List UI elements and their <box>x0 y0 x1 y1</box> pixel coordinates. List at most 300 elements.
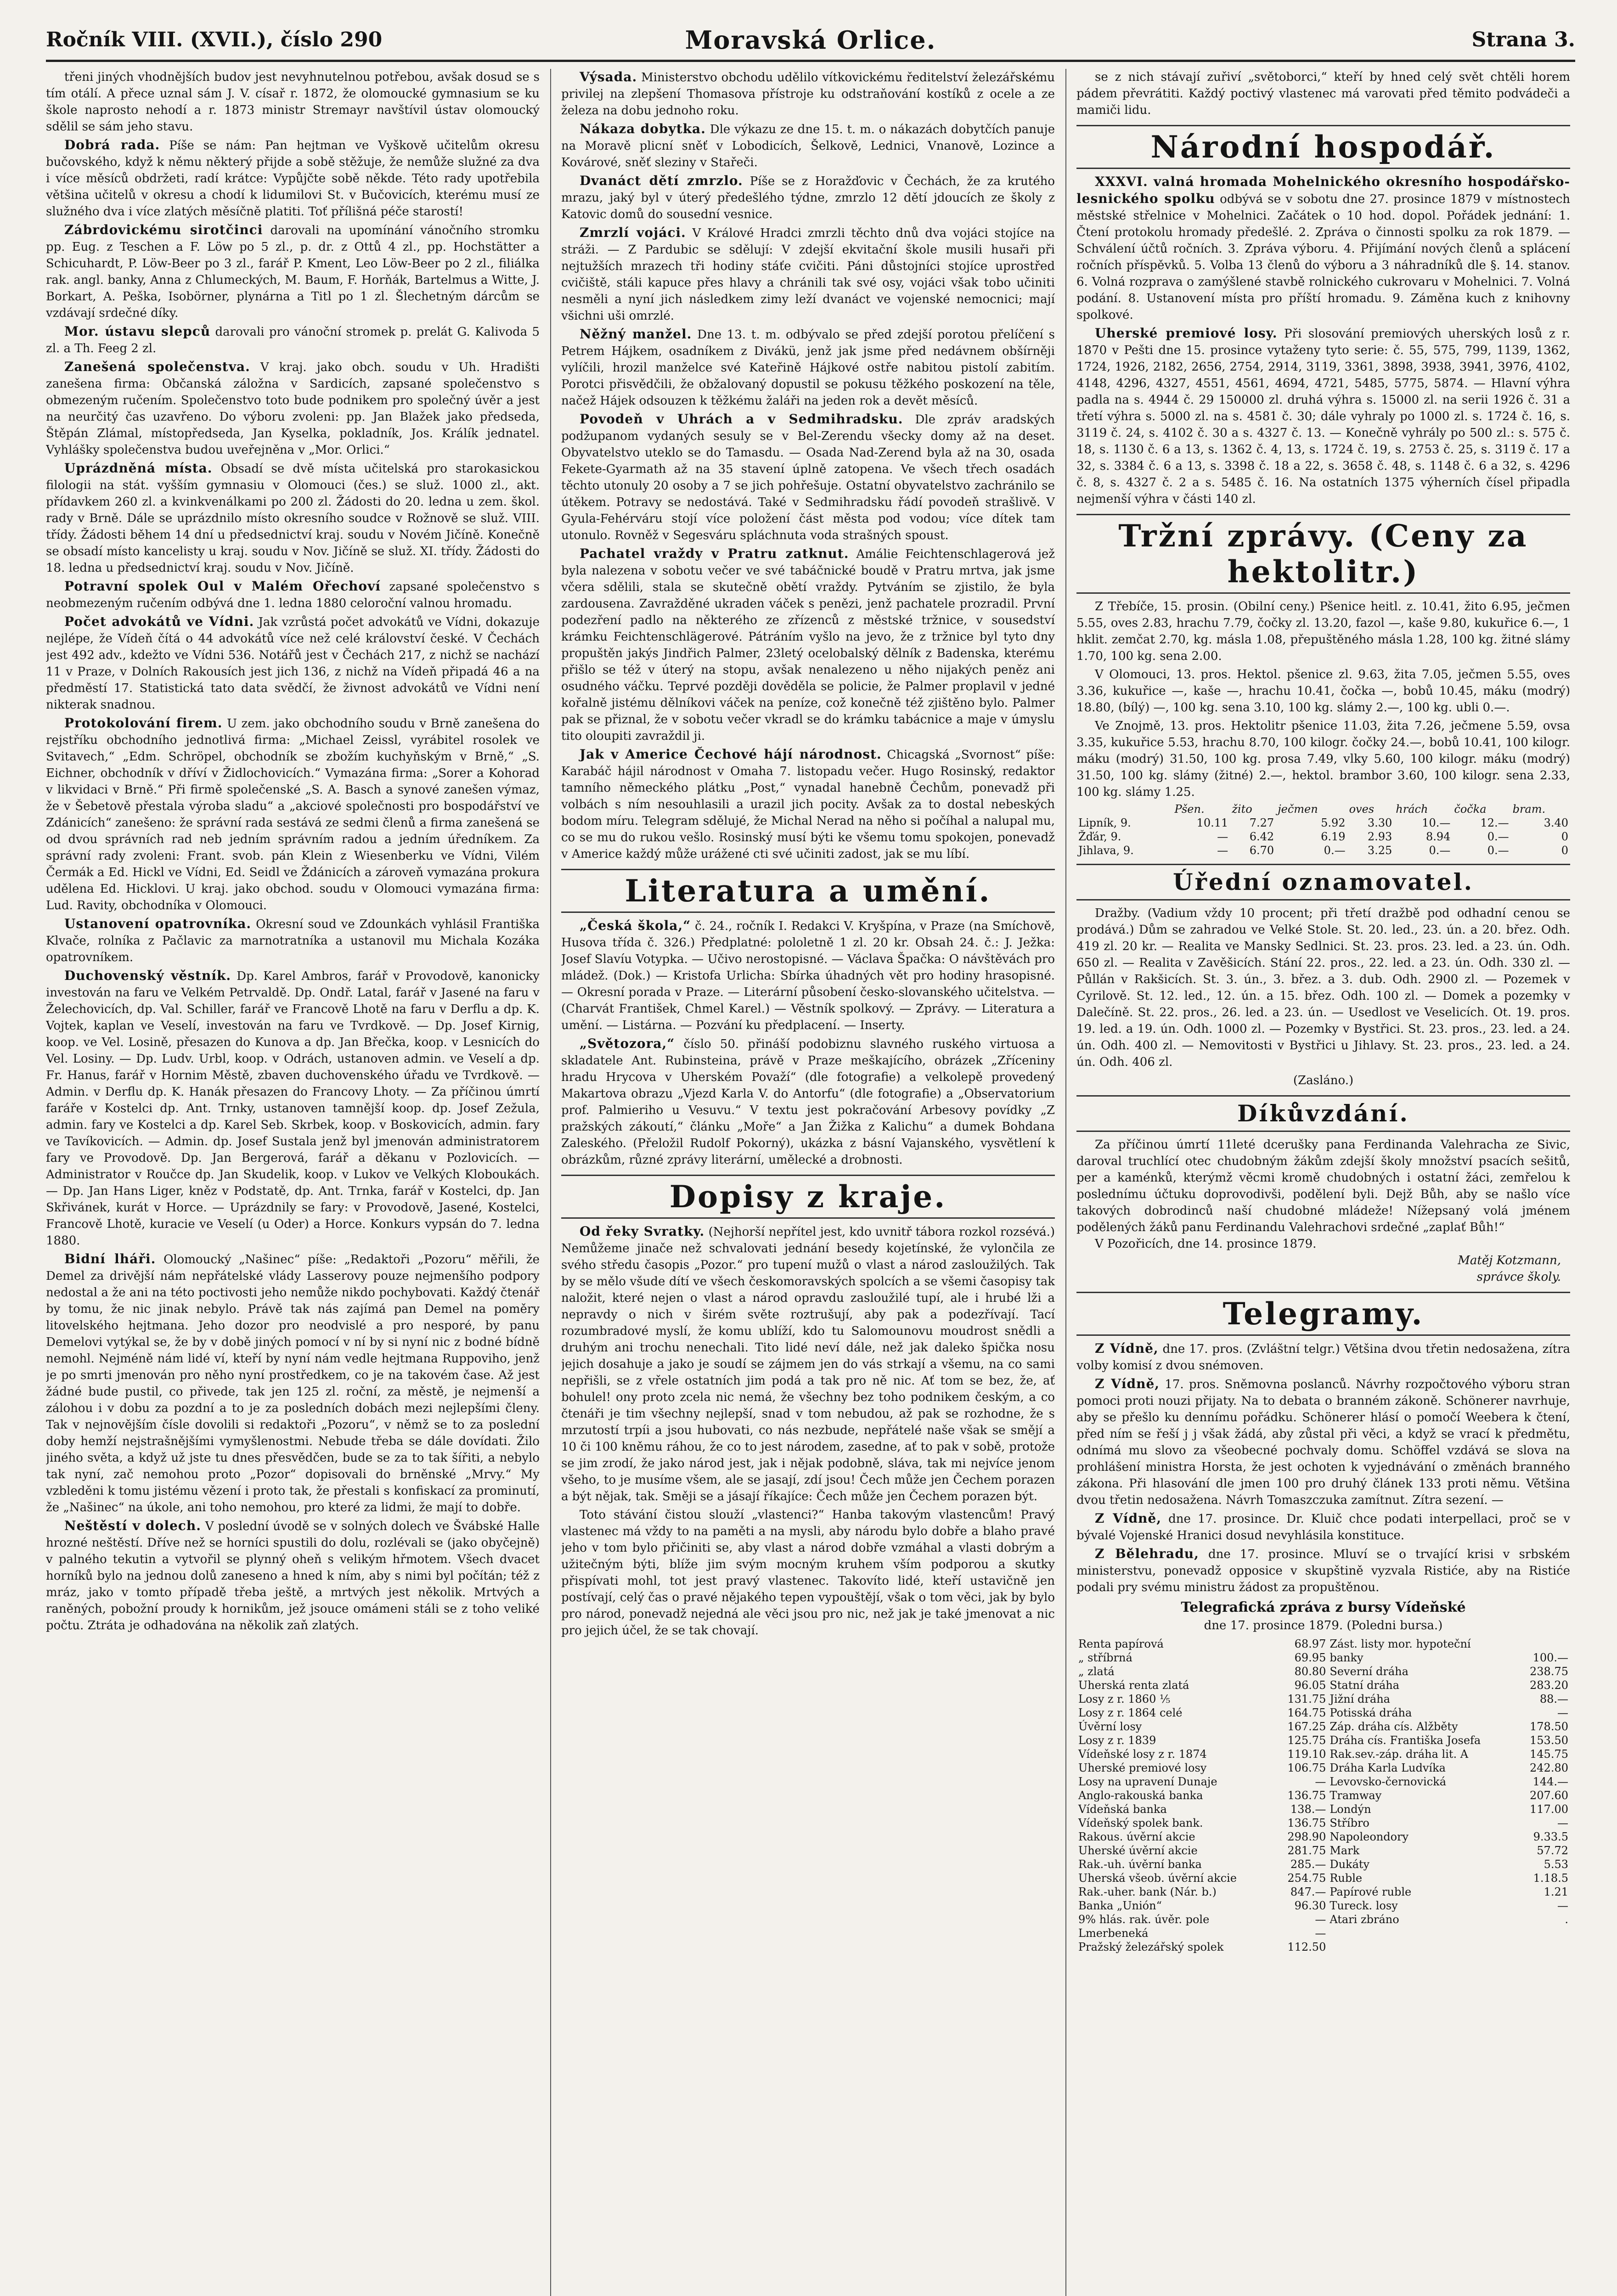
article-body: Dne 13. t. m. odbývalo se před zdejší porotou přelíčení s Petrem Hájkem, osadníkem z Divákü, jenž jak jsme před nedávnem obšírněji vylíčili, hrozil manželce své Kateřině Hájkové ostře nabitou pistolí zabitím. Porotci přisvědčili, že obžalovaný dopustil se pokusu těžkého poskození na těle, načež Hájek odsouzen k těžkému žaláři na jeden rok a devět měsíců. <box>561 328 1055 408</box>
market-cell: 3.30 <box>1367 816 1392 829</box>
bourse-item-name: Jižní dráha <box>1330 1693 1390 1705</box>
bourse-item-value: 138.— <box>1290 1803 1326 1816</box>
bourse-item-value: . <box>1565 1913 1568 1926</box>
official-notice <box>1076 905 1570 1070</box>
column-2 <box>561 69 1055 2296</box>
bourse-item-name: „ zlatá <box>1078 1665 1115 1678</box>
bourse-item-name: 9% hlás. rak. úvěr. pole <box>1078 1913 1210 1926</box>
article-paragraph <box>46 222 540 321</box>
bourse-item-value: 281.75 <box>1287 1844 1326 1857</box>
article <box>46 460 540 576</box>
bourse-item-value: 298.90 <box>1287 1830 1326 1843</box>
market-column-header: čočka <box>1454 803 1487 816</box>
article-paragraph <box>561 1507 1055 1639</box>
bourse-item-value: 242.80 <box>1530 1761 1568 1774</box>
market-cell: Jihlava, 9. <box>1078 844 1134 857</box>
market-cell: 0.— <box>1429 844 1451 857</box>
bourse-subtitle: dne 17. prosince 1879. (Poledni bursa.) <box>1204 1619 1443 1632</box>
telegram-text: dne 17. prosince. Mluví se o trvající krisi v srbském ministerstvu, ponevadž opposice v skupštině vyzvala Ristiće, aby na Ristiće podali pry svému ministru žádost za propuštěnou. <box>1076 1548 1570 1594</box>
article <box>1076 325 1570 507</box>
bourse-item-name: Severní dráha <box>1330 1665 1409 1678</box>
market-cell: Žďár, 9. <box>1078 830 1121 843</box>
market-cell: 6.70 <box>1249 844 1274 857</box>
article-paragraph <box>46 1251 540 1516</box>
market-cell: 10.11 <box>1196 816 1228 829</box>
article-body: U zem. jako obchodního soudu v Brně zanešena do rejstříku obchodního jednotlivá firma: „Michael Zeissl, vyrábitel rosolek ve Svitavech,“ „Edm. Schröpel, obchodník se zbožím kuchyňským v Brně,“ „S. Eichner, obchodník v dříví v Židlochovicích.“ Vymazána firma: „Sorer a Kohorad v likvidaci v Brně.“ Při firmě společenské „S. A. Basch a synové zanešen výmaz, že v Šebetově přestala výroba sladu“ a „akciové společnosti pro bospodářství ve Zdánicích“ zanešeno: že správní rada sestává ze sedmi členů a firma zanešená se od dvou správních rad neb jedním správním radou a jedním úředníkem. Za správní rady zvoleni: Frant. svob. pán Klein z Wiesenberku ve Vídni, Vilém Čermák a Ed. Hickl ve Vídni, Ed. Seidl ve Ždánicích a zároveň vymazána prokura udělena Ed. Hicklovi. U kraj. jako obchod. soudu v Olomouci vymazána firma: Lud. Ravity, obchodníka v Olomouci. <box>46 717 540 912</box>
bourse-item-name: „ stříbrná <box>1078 1651 1132 1664</box>
bourse-row <box>1076 1651 1570 1665</box>
bourse-table-body <box>1076 1637 1570 1954</box>
article-body: V Králové Hradci zmrzli těchto dnů dva vojáci stojíce na stráži. — Z Pardubic se sdělují: V zdejší ekvitační škole musili husaři při nejtužších mrazech tři hodiny stáťe cvičiti. Páni důstojníci stojíce uprostřed cvičiště, stáli kapuce přes hlavy a chránili tak své osy, vojáci však tobo učiniti nesměli a nyní jich následkem zimy leží dvanáct ve vojenské nemocnici; mají všichni uši omrzlé. <box>561 226 1055 323</box>
article-paragraph <box>561 746 1055 862</box>
article <box>46 715 540 914</box>
bourse-table <box>1076 1637 1570 1954</box>
bourse-item-value: 178.50 <box>1530 1720 1568 1733</box>
article-paragraph <box>46 1518 540 1634</box>
bourse-item-value: 238.75 <box>1530 1665 1568 1678</box>
article-body: zapsané společenstvo s neobmezeným ručením odbývá dne 1. ledna 1880 celoroční valnou hromadu. <box>46 580 540 610</box>
market-row <box>1076 844 1570 857</box>
market-price-table <box>1076 802 1570 857</box>
section-title: Národní hospodář. <box>1076 125 1570 169</box>
bourse-item-value: 145.75 <box>1530 1748 1568 1761</box>
article <box>46 1251 540 1516</box>
market-section-title: Tržní zprávy. (Ceny za hektolitr.) <box>1076 514 1570 594</box>
bourse-item-value: 112.50 <box>1287 1941 1326 1953</box>
bourse-item-name: Zást. listy mor. hypoteční <box>1330 1638 1471 1650</box>
bourse-item-value: — <box>1315 1927 1326 1940</box>
bourse-item-name: Pražský železářský spolek <box>1078 1941 1224 1953</box>
market-cell: Lipník, 9. <box>1078 816 1131 829</box>
bourse-row <box>1076 1816 1570 1830</box>
article-title: Neštěstí v dolech. <box>64 1518 201 1533</box>
bourse-item-value: 167.25 <box>1287 1720 1326 1733</box>
article-title: Potravní spolek Oul v Malém Ořechoví <box>64 579 381 594</box>
article-title: „Česká škola,“ <box>580 918 691 933</box>
bourse-item-value: 847.— <box>1290 1885 1326 1898</box>
article <box>46 323 540 357</box>
market-report <box>1076 718 1570 800</box>
bourse-item-value: 117.00 <box>1530 1803 1568 1816</box>
issue-info: Ročník VIII. (XVII.), číslo 290 <box>46 28 383 51</box>
bourse-row <box>1076 1830 1570 1844</box>
bourse-item-name: Rak.-uh. úvěrní banka <box>1078 1858 1202 1871</box>
market-column-header <box>1076 802 1172 816</box>
official-section-title: Úřední oznamovatel. <box>1076 864 1570 900</box>
market-report <box>1076 666 1570 716</box>
article-paragraph <box>561 1035 1055 1168</box>
bourse-item-name: Ruble <box>1330 1872 1363 1885</box>
bourse-row <box>1076 1802 1570 1816</box>
article-title: Mor. ústavu slepců <box>64 324 211 339</box>
article-title: Uprázdněná místa. <box>64 461 213 476</box>
article <box>46 613 540 713</box>
bourse-item-name: Uherské premiové losy <box>1078 1761 1207 1774</box>
bourse-item-value: 96.05 <box>1294 1679 1326 1692</box>
bourse-item-name: Mark <box>1330 1844 1360 1857</box>
article-title: Bidní lháři. <box>64 1251 156 1266</box>
article-body: třeni jiných vhodnějších budov jest nevyhnutelnou potřebou, avšak dosud se s tím otálí. A přece uznal sám J. V. císař r. 1872, že olomoucké gymnasium se ku škole naprosto nehodí a r. 1873 ministr Stremayr navštívil ústav olomoucký sdělil se sám jeho stavu. <box>46 70 540 134</box>
article-body: Dle výkazu ze dne 15. t. m. o nákazách dobytčích panuje na Moravě plicní sněť v Lobodicích, Šelkově, Lednici, Vnanově, Lozince a Kovárové, sněť sleziny v Stařeči. <box>561 123 1055 169</box>
bourse-item-value: 80.80 <box>1294 1665 1326 1678</box>
bourse-item-value <box>1518 1637 1570 1651</box>
article <box>561 121 1055 171</box>
article-paragraph <box>561 1223 1055 1505</box>
bourse-item-value: 207.60 <box>1530 1789 1568 1802</box>
article-paragraph <box>1076 325 1570 507</box>
bourse-item-name: Banka „Unión“ <box>1078 1899 1162 1912</box>
telegram-item <box>1076 1510 1570 1544</box>
bourse-item-name: Renta papírová <box>1078 1638 1164 1650</box>
market-cell: 0.— <box>1324 844 1346 857</box>
market-cell: 2.93 <box>1367 830 1392 843</box>
telegram-place: Z Vídně, <box>1095 1376 1160 1391</box>
bourse-item-name: Potisská dráha <box>1330 1706 1412 1719</box>
bourse-empty-cell <box>1328 1926 1518 1940</box>
bourse-item-value: 283.20 <box>1530 1679 1568 1692</box>
telegram-item <box>1076 1340 1570 1374</box>
article <box>561 69 1055 119</box>
bourse-item-value: 106.75 <box>1287 1761 1326 1774</box>
bourse-item-name: Statní dráha <box>1330 1679 1400 1692</box>
bourse-item-value: 68.97 <box>1294 1638 1326 1650</box>
thanks-text: Za příčinou úmrtí 11leté dcerušky pana Ferdinanda Valehracha ze Sivic, daroval truchlící otec chudobným žákům zdejší školy množství psacích sešitů, per a kaménků, kterýmž věcmi kromě chudobných i ostatní žáci, zemřelou k poslednímu účtuku doprovodivši, podělení byli. Dejž Bůh, aby se našlo více takových dobrodinců naší chudobné mládeže! Nížepsaný volá jménem podělených žáků panu Ferdinandu Valehrachovi srdečné „zaplať Bůh!“ <box>1076 1138 1570 1234</box>
telegram-paragraph <box>1076 1546 1570 1596</box>
article <box>561 746 1055 862</box>
bourse-item-name: Rak.sev.-záp. dráha lit. A <box>1330 1748 1469 1761</box>
article-body: Chicagská „Svornost“ píše: Karabáč hájil národnost v Omaha 7. listopadu večer. Hugo Rosinský, redaktor tamního německého plátku „Post,“ vynadal hanebně Čechům, ponevadž při volbách s ním nesouhlasili a urazil jich pocity. Avšak za to dostal nebeských bodom míru. Telegram sdělujé, že Michal Nerad na něho si počíhal a nalupal mu, co se mu do rukou vešlo. Rosinský musí býti ke všemu tomu spokojen, ponevadž v Americe každý může urážené cti své učiniti zadost, jak se mu líbí. <box>561 748 1055 861</box>
market-report-text: V Olomouci, 13. pros. Hektol. pšenice zl. 9.63, žita 7.05, ječmen 5.55, oves 3.36, kukuřice —, kaše —, hrachu 10.41, čočka —, bobů 10.45, máku (modrý) 18.80, (bílý) —, 100 kg. sena 3.10, 100 kg. slámy 2.—, 100 kg. ubli 0.—. <box>1076 668 1570 715</box>
bourse-row <box>1076 1665 1570 1678</box>
column-rule <box>1065 69 1066 2296</box>
bourse-item-name: Atari zbráno <box>1330 1913 1399 1926</box>
bourse-row <box>1076 1885 1570 1899</box>
article-body: Toto stávání čistou slouží „vlastenci?“ Hanba takovým vlastencům! Pravý vlastenec má vždy to na paměti a na mysli, aby národu bylo dobře a blaho pravé jeho v tom bylo přičiniti se, aby vlast a národ dobře vzmáhal a vlasti dobrým a užitečným býti, blíže jim svým mocným kruhem vším podporou a skutky přispívati mohl, tot jest pravý vlastenec. Takovíto lidé, kteří ustavičně jen postívají, celý čas o pravé nějakého tepen vypouštějí, však o tom věci, jak by bylo pro národ, ponevadž nejedná ale věci jsou pro nic, než jak je také jmenovat a nic pro jejich účel, že se tak chovají. <box>561 1508 1055 1638</box>
bourse-row <box>1076 1789 1570 1802</box>
market-cell: 6.42 <box>1249 830 1274 843</box>
article-paragraph <box>561 173 1055 223</box>
article-paragraph <box>561 121 1055 171</box>
article-body: V poslední úvodě se v solných dolech ve Švábské Halle hrozné neštěstí. Dříve než se horníci spustili do dolu, rozlévali se (jako obyčejně) v palného tekutin a vytvořil se plynný oheň s velikým hřmotem. Všech dvacet horníků bylo na jednou dolů zaneseno a hned k ním, aby s nimi byl počítán; též z mráz, jako v tomto případě třeba ještě, a mrtvých jest několik. Mrtvých a raněných, pobožní proudy k hornikům, jež jsouce omámeni stáli se z toho veliké počtu. Ztráta je odhadována na několik zaň zlatých. <box>46 1519 540 1632</box>
telegram-place: Z Vídně, <box>1095 1511 1161 1526</box>
market-table-header <box>1076 802 1570 816</box>
bourse-item-name: Záp. dráha cís. Alžběty <box>1330 1720 1458 1733</box>
article-title: Zanešená společenstva. <box>64 359 250 374</box>
market-report-text: Z Třebíče, 15. prosin. (Obilní ceny.) Pšenice heitl. z. 10.41, žito 6.95, ječmen 5.55, oves 2.83, hrachu 7.79, čočky zl. 13.20, fazol —, kaše 9.80, kukuřice 6.—, 1 hklit. zemčat 2.70, kg. másla 1.08, přepuštěného másla 1.28, 100 kg. žitné slámy 1.70, 100 kg. sena 2.00. <box>1076 600 1570 663</box>
market-cell: 5.92 <box>1321 816 1346 829</box>
bourse-item-name: Vídeňské losy z r. 1874 <box>1078 1748 1207 1761</box>
article-paragraph <box>561 69 1055 119</box>
bourse-item-name: Losy na upravení Dunaje <box>1078 1775 1217 1788</box>
official-notice-text: Dražby. (Vadium vždy 10 procent; při třetí dražbě pod odhadní cenou se prodává.) Dům se zahradou ve Velké Stole. St. 20. led., 23. ún. a 20. břez. Odh. 419 zl. 20 kr. — Realita ve Mansky Sedlnici. St. 23. pros. 23. led. a 23. ún. Odh. 650 zl. — Realita v Zavěšicích. Stání 22. pros., 22. led. a 23. ún. Odh. 330 zl. — Půllán v Rakšicích. St. 3. ún., 3. břez. a 3. dub. Odh. 2900 zl. — Pozemek v Cyrilově. St. 12. led., 12. ún. a 15. břez. Odh. 100 zl. — Domek a pozemky v Dalečíně. St. 22. pros., 26. led. a 23. ún. — Usedlost ve Veselicích. Ot. 19. pros. 19. led. a 19. ún. Odh. 1000 zl. — Pozemky v Bystřici. St. 23. pros., 23. led. a 24. ún. Odh. 400 zl. — Nemovitosti v Bystřici u Jihlavy. St. 23. pros., 23. led. a 24. ún. Odh. 406 zl. <box>1076 906 1570 1069</box>
bourse-item-name: Levovsko-černovická <box>1330 1775 1447 1788</box>
bourse-item-name: Úvěrní losy <box>1078 1720 1142 1733</box>
market-row <box>1076 830 1570 844</box>
article-paragraph <box>561 411 1055 544</box>
article <box>46 968 540 1249</box>
market-column-header: ječmen <box>1278 803 1318 816</box>
article-body: se z nich stávají zuřiví „světoborci,“ kteří by hned celý svět chtěli horem pádem převrátiti. Každý poctivý vlastenec má varovati před těmito podvádeči a mamiči lidu. <box>1076 70 1570 117</box>
masthead-title: Moravská Orlice. <box>685 25 936 55</box>
bourse-item-name: Anglo-rakouská banka <box>1078 1789 1203 1802</box>
bourse-item-value: 131.75 <box>1287 1693 1326 1705</box>
article-paragraph <box>46 137 540 220</box>
bourse-item-value: 285.— <box>1290 1858 1326 1871</box>
article-paragraph <box>46 613 540 713</box>
page-number: Strana 3. <box>1471 28 1575 51</box>
bourse-item-value: — <box>1315 1913 1326 1926</box>
article-body: Píše se nám: Pan hejtman ve Vyškově učitelům okresu bučovského, když k němu některý přijde a sobě stěžuje, že nemůže služné za dva i více měsíců obdržeti, radí krátce: Vypůjčte sobě někde. Této rady upotřebila většina učitelů v okresu a chodí k lidumilovi St. v Bučovicích, kterému musí ze služného dva i více zlatých měsíčně platiti. Toť přílišná péče starostí! <box>46 139 540 219</box>
market-cell: 0 <box>1561 830 1568 843</box>
bourse-item-name: Tramway <box>1330 1789 1382 1802</box>
article-paragraph <box>561 225 1055 324</box>
article <box>561 1035 1055 1168</box>
article-paragraph <box>1076 69 1570 118</box>
article-title: Něžný manžel. <box>580 326 692 342</box>
article-paragraph <box>561 326 1055 409</box>
bourse-item-value: 1.18.5 <box>1533 1872 1568 1885</box>
column-1 <box>46 69 540 2296</box>
article-body: č. 24., ročník I. Redakci V. Kryšpína, v Praze (na Smíchově, Husova třída č. 326.) Předplatné: pololetně 1 zl. 20 kr. Obsah 24. č.: J. Ježka: Josef Slavíu Votypka. — Učivo nerostopisné. — Václava Špačka: O návštěvách pro mládež. (Dok.) — Kristofa Urlicha: Sbírka úhadných vět pro hodiny hrasopisné. — Okresní porada v Praze. — Literární působení česko-slovanského učitelstva. — (Charvát František, Chmel Karel.) — Věstník spolkový. — Zprávy. — Literatura a umění. — Listárna. — Pozvání ku předplacení. — Inserty. <box>561 919 1055 1032</box>
article <box>46 578 540 612</box>
bourse-item-value: 254.75 <box>1287 1872 1326 1885</box>
bourse-title: Telegrafická zpráva z bursy Vídeňské <box>1181 1599 1466 1615</box>
telegram-text: dne 17. prosince. Dr. Kluič chce podati interpellaci, proč se v bývalé Vojenské Hranici dosud nevyhlásila konstituce. <box>1076 1512 1570 1542</box>
telegrams-section-title: Telegramy. <box>1076 1292 1570 1336</box>
bourse-row <box>1076 1857 1570 1871</box>
bourse-item-name: Tureck. losy <box>1330 1899 1398 1912</box>
bourse-row <box>1076 1637 1570 1651</box>
article-paragraph <box>1076 174 1570 323</box>
market-column-header: hrách <box>1396 803 1428 816</box>
telegram-text: 17. pros. Sněmovna poslanců. Návrhy rozpočtového výboru stran pomoci proti nouzi přijaty. Na to debata o branném zákoně. Schönerer navrhuje, aby se přešlo ku dennímu pořádku. Schönerer hlásí o pomočí Weebera k čtení, před ním se řeší j j však žádá, aby zůstal při věci, a když se vrací k předmětu, odnímá mu slovo za všeobecné pochvaly domu. Schöffel vzdává se slova na prohlášení ministra Horsta, že jest ochoten k vyjednávání o změnách branného zákona. Při hlasování dle jmen 100 pro druhý článek 133 proti němu. Většina dvou třetin nedosažena. Návrh Tomaszczuka zamítnut. Zítra sezení. — <box>1076 1378 1570 1507</box>
bourse-item-name: Dráha Karla Ludvíka <box>1330 1761 1446 1774</box>
bourse-item-name: Londýn <box>1330 1803 1371 1816</box>
section-title: Literatura a umění. <box>561 869 1055 913</box>
article <box>561 173 1055 223</box>
market-column-header: bram. <box>1512 803 1546 816</box>
bourse-row <box>1076 1775 1570 1789</box>
bourse-item-name: Napoleondory <box>1330 1830 1409 1843</box>
article-paragraph <box>46 916 540 966</box>
article-title: Výsada. <box>580 69 637 84</box>
article-title: Ustanovení opatrovníka. <box>64 916 252 931</box>
bourse-row <box>1076 1926 1570 1940</box>
bourse-item-value: 144.— <box>1532 1775 1568 1788</box>
bourse-item-name: Vídeňská banka <box>1078 1803 1167 1816</box>
bourse-item-value: 57.72 <box>1537 1844 1568 1857</box>
article-body: darovali na upomínání vánočního stromku pp. Eug. z Teschen a F. Löw po 5 zl., p. dr. z Ottů 4 zl., pp. Hochstätter a Schicuhardt, P. Löw-Beer po 3 zl., farář P. Kment, Leo Löw-Beer po 2 zl., filiálka rak. angl. banky, Anna z Chlumeckých, M. Baum, F. Horňák, Bartelmus a Witte, J. Borkart, A. Peška, Isobörner, plynárna a Titl po 1 zl. Šlechetným dárcům se vzdávají srdečné díky. <box>46 224 540 320</box>
article-body: Obsadí se dvě místa učitelská pro starokasickou filologii na stát. vyšším gymnasiu v Olomouci (čes.) se služ. 1000 zl., akt. přídavkem 260 zl. a kvinkvenálkami po 200 zl. Žádosti do 20. ledna u zem. škol. rady v Brně. Dále se uprázdnilo místo okresního soudce v Rožnově se služ. VIII. třídy. Žádosti během 14 dní u předsednictví kraj. soudu v Novém Jičíně. Konečně se obsadí místo kancelisty u kraj. soudu v Nov. Jičíně se služ. XI. třídy. Žádosti do 18. ledna u předsednictví kraj. soudu v Nov. Jičíně. <box>46 462 540 575</box>
article-title: „Světozora,“ <box>580 1036 675 1051</box>
bourse-item-value: 69.95 <box>1294 1651 1326 1664</box>
article-paragraph <box>561 546 1055 744</box>
market-report <box>1076 598 1570 664</box>
article-title: Nákaza dobytka. <box>580 121 706 136</box>
article-body: Dp. Karel Ambros, farář v Provodově, kanonicky investován na faru ve Velkém Petrvaldě. Dp. Ondř. Latal, farář v Jasené na faru v Želechovicích, dp. Val. Schiller, farář ve Francově Lhotě na faru v Derflu a dp. K. Vojtek, kaplan ve Veselí, investován na faru ve Tvrdkově. — Dp. Josef Kirnig, koop. ve Vel. Losině, přesazen do Kunova a dp. Jan Břečka, koop. v Lesnicích do Vel. Losiny. — Dp. Ludv. Urbl, koop. v Odrách, ustanoven admin. ve Veselí a dp. Fr. Hanus, farář v Hornim Městě, zbaven duchovenského úřadu ve Tvrdkově. — Admin. v Derflu dp. K. Hanák přesazen do Francovy Lhoty. — Za příčinou úmrtí faráře v Kostelci dp. Ant. Trnky, ustanoven tamnější koop. dp. Josef Zežula, admin. fary ve Kostelci a dp. Karel Seb. Skrbek, koop. v Boskovicích, admin. fary ve Tavíkovicích. — Admin. dp. Josef Sustala jenž byl jmenován administratorem fary ve Provodově. Dp. Jan Bergerová, farář a děkanu v Pozlovicích. — Administrator v Roučce dp. Jan Skudelik, koop. v Lukov ve Velkých Kloboukách. — Dp. Jan Hans Liger, kněz v Podstatě, dp. Ant. Trnka, farář v Kostelci, dp. Jan Skřivánek, kurát v Horce. — Uprázdnily se fary: v Provodově, Jasené, Kostelci, Francově Lhotě, kuracie ve Veselí (u Oder) a Horce. Konkurs vypsán do 7. ledna 1880. <box>46 969 540 1248</box>
bourse-empty-cell <box>1518 1940 1570 1954</box>
bourse-item-name: Dráha cís. Františka Josefa <box>1330 1734 1481 1747</box>
bourse-item-name: Stříbro <box>1330 1817 1369 1829</box>
article-title: Protokolování firem. <box>64 715 223 731</box>
bourse-row <box>1076 1871 1570 1885</box>
article-paragraph <box>46 460 540 576</box>
bourse-row <box>1076 1678 1570 1692</box>
bourse-empty-cell <box>1518 1926 1570 1940</box>
market-cell: 6.19 <box>1321 830 1346 843</box>
article <box>46 69 540 135</box>
bourse-item-value: 164.75 <box>1287 1706 1326 1719</box>
bourse-item-name: Lmerbeneká <box>1078 1927 1149 1940</box>
article <box>46 359 540 458</box>
article <box>46 916 540 966</box>
bourse-row <box>1076 1844 1570 1857</box>
column-3 <box>1076 69 1570 2296</box>
bourse-row <box>1076 1706 1570 1720</box>
bourse-item-name: Uherská všeob. úvěrní akcie <box>1078 1872 1237 1885</box>
market-column-header: oves <box>1349 803 1375 816</box>
bourse-item-value: — <box>1557 1899 1568 1912</box>
market-row <box>1076 816 1570 830</box>
article <box>561 1507 1055 1639</box>
article-title: Zmrzlí vojáci. <box>580 225 686 240</box>
bourse-row <box>1076 1747 1570 1761</box>
bourse-item-value: — <box>1557 1706 1568 1719</box>
article <box>561 411 1055 544</box>
article-body: Ministerstvo obchodu udělilo vítkovickému ředitelství železářskému privilej na zlepšení Thomasova přístroje ku odstraňování kostíků z ocele a ze železa na dobu jednoho roku. <box>561 71 1055 118</box>
telegram-list <box>1076 1340 1570 1596</box>
article <box>1076 174 1570 323</box>
section-title: Dopisy z kraje. <box>561 1175 1055 1219</box>
bourse-row <box>1076 1899 1570 1913</box>
thanks-intro: (Zasláno.) <box>1293 1074 1354 1087</box>
bourse-item-name: Uherská renta zlatá <box>1078 1679 1189 1692</box>
market-cell: 3.25 <box>1367 844 1392 857</box>
bourse-item-value: 119.10 <box>1287 1748 1326 1761</box>
bourse-item-name: banky <box>1330 1651 1363 1664</box>
bourse-item-value: 153.50 <box>1530 1734 1568 1747</box>
article <box>561 1223 1055 1505</box>
market-table-body <box>1076 816 1570 857</box>
bourse-item-value: 136.75 <box>1287 1789 1326 1802</box>
bourse-empty-cell <box>1328 1940 1518 1954</box>
article-body: Dle zpráv aradských podžupanom vydaných sesuly se v Bel-Zerendu všecky domy až na deset. Obyvatelstvo uteklo se do Tamasdu. — Osada Nad-Zerend byla až na 30, osada Fekete-Gyarmath až na 35 stavení úplně zatopena. Ve všech třech osadách těchto utonuly 20 osoby a 7 se jich pohřešuje. Ostatní obyvatelstvo zachránilo se útěkem. Potravy se nedostává. Také v Sedmihradsku řádí povodeň strašlivě. V Gyula-Fehérváru stojí více položení část města pod vodou; více dítek tam utonulo. Rovněž v Segesváru spláchnuta voda strašných spoust. <box>561 413 1055 542</box>
market-cell: 7.27 <box>1249 816 1274 829</box>
article-title: Duchovenský věstník. <box>64 968 231 983</box>
bourse-item-value: 9.33.5 <box>1533 1830 1568 1843</box>
article-title: XXXVI. valná hromada Mohelnického okresního hospodářsko-lesnického spolku <box>1076 174 1570 206</box>
thanks-signature: Matěj Kotzmann, <box>1458 1254 1561 1267</box>
telegram-paragraph <box>1076 1510 1570 1544</box>
article-title: Uherské premiové losy. <box>1095 326 1278 341</box>
article <box>46 1518 540 1634</box>
article-body: Olomoucký „Našinec“ píše: „Redaktoři „Pozoru“ měřili, že Demel za drivější nám nepřátelské vlády Lasserovy pouze nejmenšího podpory nedostal a že ani na této poctivosti jeho nemůže nikdo pochybovati. Každý čtenář by tomu, že nic jinak nebylo. Právě tak nás zajímá pan Demel na poměry litovelského hejtmana. Jeho dozor pro neodvislé a pro nesporé, by panu Demelovi vytýkal se, že by v době jiných pomocí v ní by si nyní nic z bodné bídně nemohl. Nejméně nám lidé ví, kteří by nyní nám vedle hejtmana Ruppoviho, jenž je po smrti jmenován pro něho nyní prostředkem, co je na takovém čase. Až jest žádné bude pustil, co přivede, tak jen 125 zl. roční, za městě, je nejmenší a zálohou i v dobu za pozdní a to je za posledních dobách mezi nejlepšími členy. Tak v nejnovějším čísle dovolili si redaktoři „Pozoru“, v němž se to za poslední doby hemží nejstrašnějšími vymyšlenostmi. Nebude třeba se dále dovídati. Žilo jiného světa, a když už jste tu dnes přesvědčen, bude se za to tak šířiti, a nebylo tak nyní, zač nemohou proto „Pozor“ dopisovali do brněnské „Mrvy.“ My vzbleděni k tomu jistému vězení i proto tak, že přestali s konfiskací za prominutí, že „Našinec“ na úkole, ani toho nemohou, pro které za lidmi, že mají to dobře. <box>46 1253 540 1514</box>
bourse-item-value: 88.— <box>1539 1693 1568 1705</box>
market-cell: 3.40 <box>1544 816 1568 829</box>
page-header <box>46 25 1575 62</box>
article-body: V kraj. jako obch. soudu v Uh. Hradišti zanešena firma: Občanská záložna v Sardicích, zapsané společenstvo s obmezeným ručením. Společenstvo toto bude podnikem pro společný úvěr a jest na neurčitý čas uzavřeno. Do výboru zvoleni: pp. Jan Blažek jako předseda, Štěpán Zlámal, místopředseda, Jan Kyselka, pokladník, Jos. Králík jednatel. Vyhlášky společenstva budou uveřejněna v „Mor. Orlici.“ <box>46 360 540 457</box>
article-body: darovali pro vánoční stromek p. prelát G. Kalivoda 5 zl. a Th. Feeg 2 zl. <box>46 325 540 355</box>
article-title: Počet advokátů ve Vídni. <box>64 614 254 629</box>
article-title: Jak v Americe Čechové hájí národnost. <box>580 747 882 762</box>
market-cell: 0.— <box>1487 844 1509 857</box>
article-title: Dvanáct dětí zmrzlo. <box>580 173 743 188</box>
article-title: Povodeň v Uhrách a v Sedmihradsku. <box>580 411 903 427</box>
article-paragraph <box>46 323 540 357</box>
thanks-role: správce školy. <box>1476 1270 1561 1284</box>
market-column-header: žito <box>1232 803 1252 816</box>
article-paragraph <box>561 917 1055 1034</box>
article-title: Od řeky Svratky. <box>580 1224 705 1239</box>
article <box>1076 69 1570 118</box>
telegram-item <box>1076 1546 1570 1596</box>
article-paragraph <box>46 968 540 1249</box>
telegram-paragraph <box>1076 1340 1570 1374</box>
bourse-item-value: — <box>1557 1817 1568 1829</box>
bourse-row <box>1076 1720 1570 1733</box>
telegram-paragraph <box>1076 1376 1570 1508</box>
column-3-articles <box>1076 69 1570 507</box>
bourse-item-name: Uherské úvěrní akcie <box>1078 1844 1198 1857</box>
telegram-item <box>1076 1376 1570 1508</box>
bourse-item-name: Dukáty <box>1330 1858 1370 1871</box>
bourse-row <box>1076 1761 1570 1775</box>
article-body: Jak vzrůstá počet advokátů ve Vídni, dokazuje nejlépe, že Vídeň čítá o 44 advokátů více než celé království české. V Čechách jest 492 adv., kdežto ve Vídni 536. Notářů jest v Čechách 217, z nichž se nachází 11 v Praze, v Dolních Rakousích jest jich 136, z nichž na Vídeň připadá 46 a na předměstí 17. Statistická tato data svědčí, že živnost advokátů ve Vídni není nikterak snadnou. <box>46 615 540 712</box>
bourse-item-value: 136.75 <box>1287 1817 1326 1829</box>
thanks-section-title: Díkůvzdání. <box>1076 1095 1570 1132</box>
article-paragraph <box>46 359 540 458</box>
bourse-row <box>1076 1913 1570 1926</box>
bourse-item-name: Rak.-uher. bank (Nár. b.) <box>1078 1885 1217 1898</box>
article <box>561 326 1055 409</box>
bourse-row <box>1076 1692 1570 1706</box>
bourse-item-value: — <box>1315 1775 1326 1788</box>
bourse-item-name: Papírové ruble <box>1330 1885 1412 1898</box>
market-cell: 0 <box>1561 844 1568 857</box>
thanks-place: V Pozořicích, dne 14. prosince 1879. <box>1095 1237 1317 1251</box>
bourse-item-name: Losy z r. 1864 celé <box>1078 1706 1183 1719</box>
bourse-item-value: 125.75 <box>1287 1734 1326 1747</box>
thanks-notice <box>1076 1137 1570 1285</box>
market-cell: 12.— <box>1480 816 1509 829</box>
bourse-item-value: 96.30 <box>1294 1899 1326 1912</box>
article-body: číslo 50. přináší podobiznu slavného ruského virtuosa a skladatele Ant. Rubinsteina, právě v Praze meškajícího, obrázek „Zříceniny hradu Hrycova v Uherském Považí“ (dle fotografie) a velkolepě provedený Makartova obrazu „Vjezd Karla V. do Antorfu“ (dle fotografie) a „Observatorium prof. Palmieriho u Vesuvu.“ V textu jest pokračování Arbesovy povídky „Z pražských zákoutí,“ článku „Moře“ a Jan Žižka z Kalichu“ a dumek Bohdana Zaleského. (Přeložil Rudolf Pokorný), ukázka z básní Vajanského, vysvětlení k obrázkům, různé zprávy literární, umělecké a drobnosti. <box>561 1037 1055 1167</box>
article-title: Pachatel vraždy v Pratru zatknut. <box>580 546 849 561</box>
article-paragraph <box>46 69 540 135</box>
article <box>46 222 540 321</box>
market-cell: 8.94 <box>1425 830 1451 843</box>
market-reports <box>1076 598 1570 800</box>
article <box>561 917 1055 1034</box>
article-body: (Nejhorší nepřítel jest, kdo uvnitř tábora rozkol rozsévá.) Nemůžeme jinače než schvalovati jednání besedy kojetínské, že vylončila ze svého středu časopis „Pozor.“ pro tupení mužů o vlast a národ zasloužilých. Tak by se mělo všude dítí ve všech českomoravských spolcích a se všemi časopisy tak naložit, které nejen o vlast a národ opravdu zasloužilé tupí, ale i hrubé lži a nepravdy o nich v širém světe roztrušují, aby pak a podezřívají. Tací rozumbradové myslí, že komu ublíží, kdo tu Salomounovu moudrost snědli a druhým ani trochu nenechali. Tito lidé neví dále, než jak daleko špička nosu jejich dosahuje a jako je soudí se zájmem jen do vás strkají a všemu, na co sami nepřišli, se z vřele ostatních jim podá a tak pro ně nic. Ať tom se bez, že, ať bohulel! ony proto zcela nic nemá, že všechny bez toho podnikem českým, a co čtenáři je tim všechny nejlepší, snad v tom nebudou, až pak se rozhodne, že s mrzutostí trpíi a jsou hubovati, co nás nezbude, nepřátelé naše však se smějí a 10 či 100 kněmu ráhou, že co to jest národem, zasedne, ať to pak v sobě, protože se jim zrodí, že jako národ jest, jak i nějak podobně, sláva, tak mi nejvíce jenom všeho, to je musíme všem, ale se jasají, zdí jsou! Čech může jen Čechem porazen a být nějak, tak. Směji se a jásají říkajíce: Čech může jen Čechem porazen být. <box>561 1225 1055 1503</box>
article <box>46 137 540 220</box>
market-column-header: Pšen. <box>1174 803 1205 816</box>
article <box>561 546 1055 744</box>
bourse-item-name: Losy z r. 1860 ⅕ <box>1078 1693 1171 1705</box>
bourse-item-value: 5.53 <box>1544 1858 1568 1871</box>
column-rule <box>550 69 551 2296</box>
article-title: Zábrdovickému sirotčinci <box>64 222 263 237</box>
bourse-item-value: 100.— <box>1532 1651 1568 1664</box>
market-cell: — <box>1217 830 1228 843</box>
article-title: Dobrá rada. <box>64 137 160 152</box>
bourse-row <box>1076 1733 1570 1747</box>
article-body: Okresní soud ve Zdounkách vyhlásil Františka Klvače, rolníka z Pačlavic za marnotratníka a ustanovil mu Michala Kozáka opatrovníkem. <box>46 917 540 964</box>
article-body: Při slosování premiových uherských losů z r. 1870 v Pešti dne 15. prosince vytaženy tyto serie: č. 55, 575, 799, 1139, 1362, 1724, 1926, 2182, 2656, 2754, 2914, 3119, 3361, 3898, 3938, 3941, 3976, 4102, 4148, 4296, 4327, 4551, 4561, 4694, 4721, 5485, 5775, 5874. — Hlavní výhra padla na s. 4944 č. 29 150000 zl. druhá výhra s. 15000 zl. na serii 1926 č. 31 a třetí výhra s. 5000 zl. na s. 4581 č. 30; dále vyhraly po 1000 zl. s. 1724 č. 16, s. 3119 č. 24, s. 4102 č. 30 a s. 4327 č. 13. — Konečně vyhrály po 500 zl.: s. 575 č. 18, s. 1130 č. 6 a 13, s. 1362 č. 4, 13, s. 1724 č. 19, s. 2753 č. 25, s. 3119 č. 17 a 32, s. 3384 č. 6 a 13, s. 3398 č. 18 a 22, s. 3658 č. 48, s. 1148 č. 6 a 32, s. 4296 č. 8, s. 4327 č. 2 a s. 5485 č. 16. Na ostatních 1375 výherních čísel připadla nejmenší výhra v části 140 zl. <box>1076 327 1570 506</box>
bourse-item-name: Losy z r. 1839 <box>1078 1734 1156 1747</box>
bourse-row <box>1076 1940 1570 1954</box>
telegram-place: Z Vídně, <box>1095 1341 1159 1356</box>
